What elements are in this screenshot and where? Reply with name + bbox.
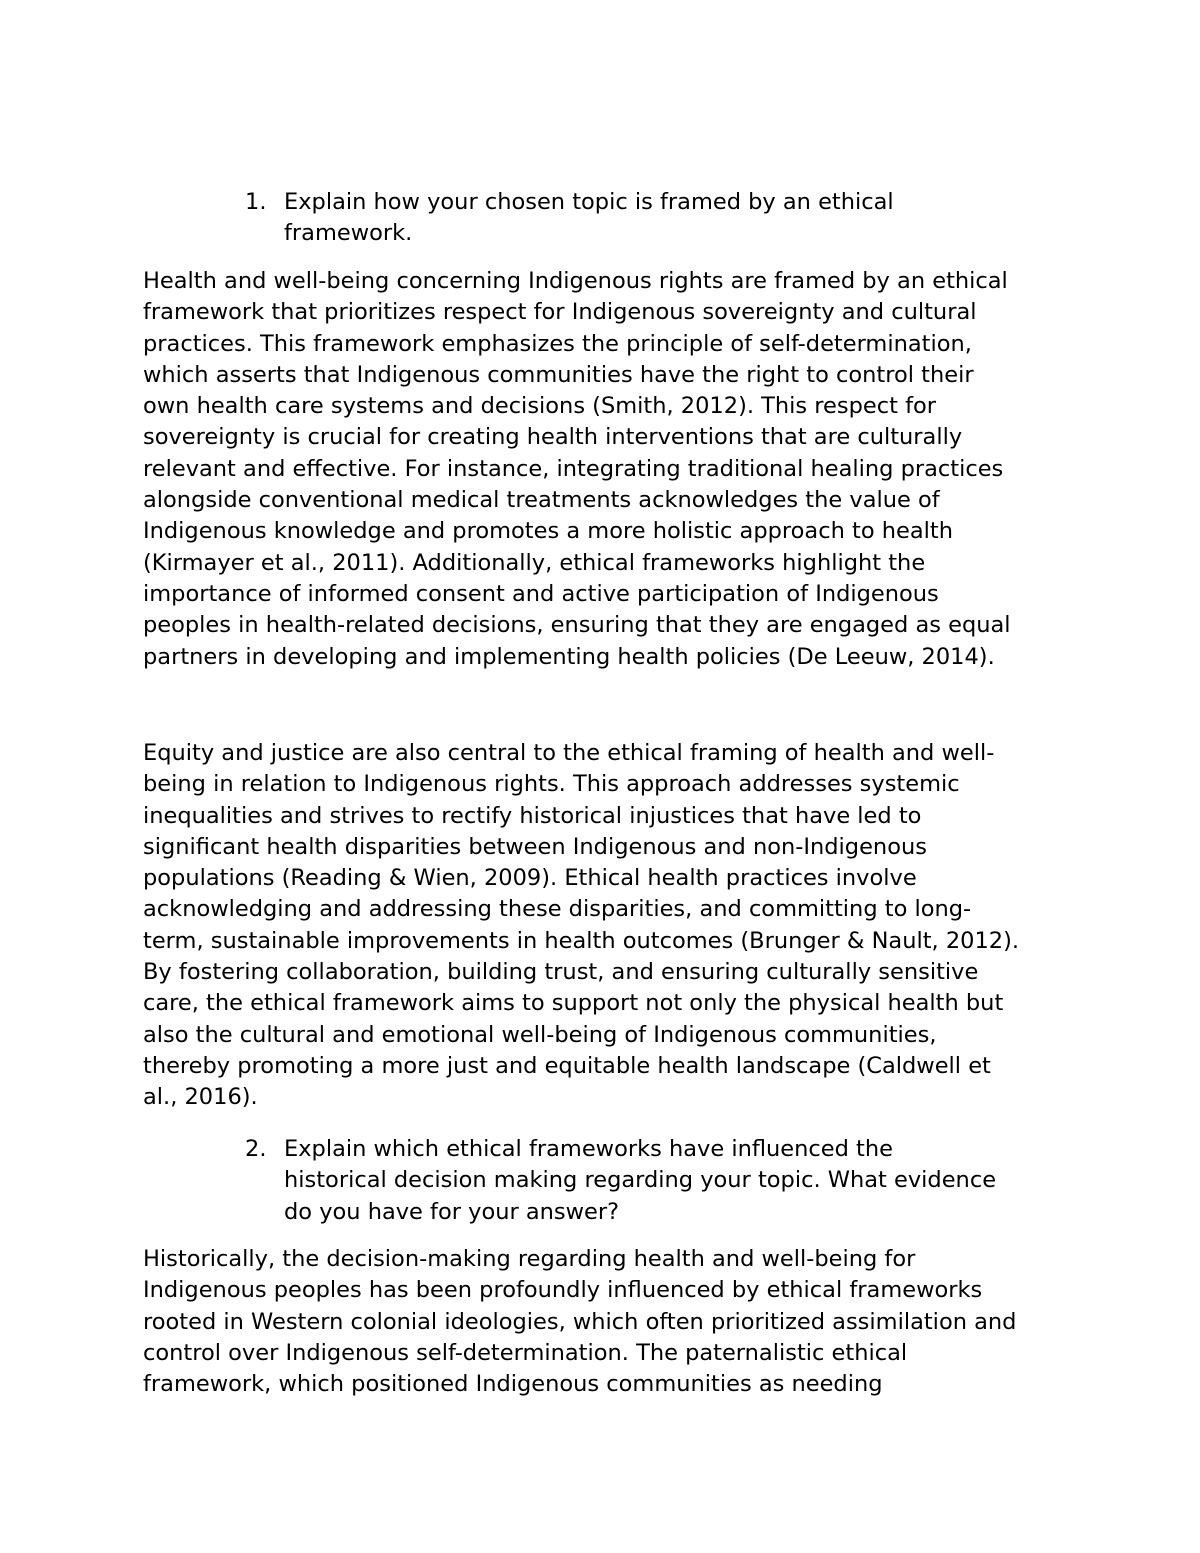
text-line: also the cultural and emotional well-being of Indigenous communities, (143, 1021, 937, 1048)
list-number: 2. (245, 1136, 267, 1162)
text-line: By fostering collaboration, building trust, and ensuring culturally sensitive (143, 959, 979, 986)
text-line: importance of informed consent and active participation of Indigenous (143, 580, 939, 607)
text-line: Historically, the decision-making regarding health and well-being for (143, 1246, 916, 1272)
text-line: framework. (284, 220, 413, 247)
text-line: control over Indigenous self-determination. The paternalistic ethical (143, 1339, 908, 1366)
text-line: inequalities and strives to rectify historical injustices that have led to (143, 802, 922, 829)
text-line: historical decision making regarding your topic. What evidence (284, 1167, 997, 1194)
text-line: own health care systems and decisions (Smith, 2012). This respect for (143, 393, 937, 420)
text-line: alongside conventional medical treatments acknowledges the value of (143, 487, 940, 514)
text-line: framework that prioritizes respect for Indigenous sovereignty and cultural (143, 299, 977, 326)
question-2-text (284, 1134, 996, 1228)
text-line: rooted in Western colonial ideologies, which often prioritized assimilation and (143, 1308, 1017, 1335)
text-line: acknowledging and addressing these disparities, and committing to long- (143, 896, 972, 923)
text-line: care, the ethical framework aims to support not only the physical health but (143, 990, 1004, 1017)
text-line: Health and well-being concerning Indigenous rights are framed by an ethical (143, 268, 1008, 294)
text-line: peoples in health-related decisions, ensuring that they are engaged as equal (143, 612, 1011, 639)
text-line: Explain which ethical frameworks have influenced the (284, 1136, 893, 1162)
list-number: 1. (245, 189, 267, 215)
text-line: being in relation to Indigenous rights. This approach addresses systemic (143, 771, 960, 798)
text-line: term, sustainable improvements in health outcomes (Brunger & Nault, 2012). (143, 927, 1020, 954)
paragraph-2 (143, 738, 1083, 1114)
text-line: relevant and effective. For instance, integrating traditional healing practices (143, 455, 1004, 482)
text-line: do you have for your answer? (284, 1198, 620, 1225)
text-line: practices. This framework emphasizes the principle of self-determination, (143, 330, 972, 357)
text-line: Explain how your chosen topic is framed by an ethical (284, 189, 894, 215)
text-line: Indigenous peoples has been profoundly influenced by ethical frameworks (143, 1277, 983, 1304)
text-line: Indigenous knowledge and promotes a more holistic approach to health (143, 518, 953, 545)
paragraph-1 (143, 266, 1083, 673)
text-line: framework, which positioned Indigenous communities as needing (143, 1371, 883, 1398)
text-line: (Kirmayer et al., 2011). Additionally, ethical frameworks highlight the (143, 549, 926, 576)
text-line: Equity and justice are also central to the ethical framing of health and well- (143, 740, 995, 766)
text-line: al., 2016). (143, 1084, 258, 1111)
text-line: populations (Reading & Wien, 2009). Ethical health practices involve (143, 865, 917, 892)
text-line: which asserts that Indigenous communities have the right to control their (143, 361, 974, 388)
question-1-text (284, 187, 894, 250)
text-line: thereby promoting a more just and equitable health landscape (Caldwell et (143, 1052, 991, 1079)
text-line: sovereignty is crucial for creating health interventions that are culturally (143, 424, 963, 451)
text-line: significant health disparities between Indigenous and non-Indigenous (143, 833, 927, 860)
text-line: partners in developing and implementing health policies (De Leeuw, 2014). (143, 643, 995, 670)
paragraph-3 (143, 1244, 1083, 1400)
